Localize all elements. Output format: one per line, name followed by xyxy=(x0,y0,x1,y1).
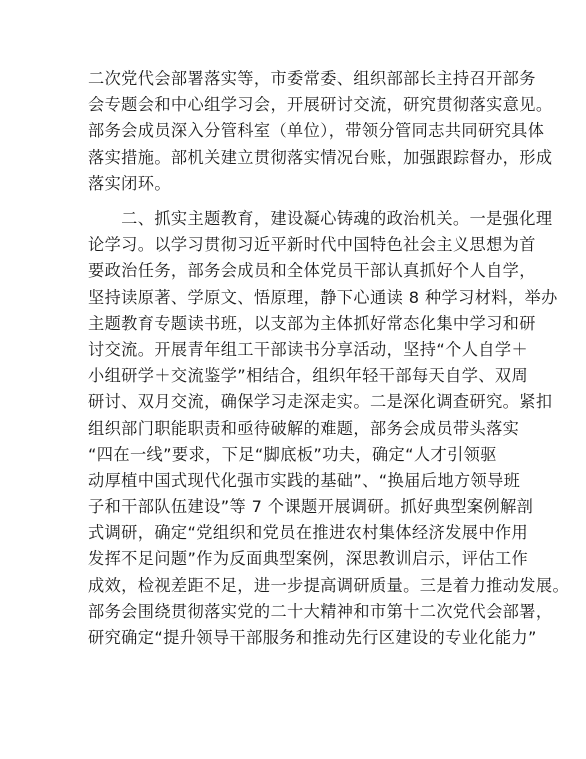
section-heading-line: 二、抓实主题教育，建设凝心铸魂的政治机关。一是强化理 xyxy=(88,209,553,228)
text-line: 会专题会和中心组学习会，开展研讨交流，研究贯彻落实意见。 xyxy=(88,95,553,115)
text-line: 研讨、双月交流，确保学习走深走实。二是深化调查研究。紧扣 xyxy=(88,392,553,412)
text-line: 式调研，确定“党组织和党员在推进农村集体经济发展中作用 xyxy=(88,523,529,543)
text-line: 部务会围绕贯彻落实党的二十大精神和市第十二次党代会部署， xyxy=(88,601,553,621)
text-line: 子和干部队伍建设”等 7 个课题开展调研。抓好典型案例解剖 xyxy=(88,497,534,517)
text-line: 二次党代会部署落实等，市委常委、组织部部长主持召开部务 xyxy=(88,69,536,88)
text-line: 小组研学＋交流鉴学”相结合，组织年轻干部每天自学、双周 xyxy=(88,366,529,386)
paragraph-2 xyxy=(88,206,570,651)
text-line: 组织部门职能职责和亟待破解的难题，部务会成员带头落实 xyxy=(88,418,520,438)
text-line: 发挥不足问题”作为反面典型案例，深思教训启示，评估工作 xyxy=(88,549,529,569)
text-line: 成效，检视差距不足，进一步提高调研质量。三是着力推动发展。 xyxy=(88,575,570,595)
text-line: 部务会成员深入分管科室（单位），带领分管同志共同研究具体 xyxy=(88,121,545,141)
text-line: 落实措施。部机关建立贯彻落实情况台账，加强跟踪督办，形成 xyxy=(88,147,553,167)
text-line: 讨交流。开展青年组工干部读书分享活动，坚持“个人自学＋ xyxy=(88,339,529,359)
paragraph-1 xyxy=(88,66,553,197)
text-line: 论学习。以学习贯彻习近平新时代中国特色社会主义思想为首 xyxy=(88,235,536,255)
text-line: 主题教育专题读书班，以支部为主体抓好常态化集中学习和研 xyxy=(88,313,536,333)
text-line: “四在一线”要求，下足“脚底板”功夫，确定“人才引领驱 xyxy=(88,444,497,464)
text-line: 研究确定“提升领导干部服务和推动先行区建设的专业化能力” xyxy=(88,628,537,647)
text-line: 动厚植中国式现代化强市实践的基础”、“换届后地方领导班 xyxy=(88,470,521,490)
text-line: 坚持读原著、学原文、悟原理，静下心通读 8 种学习材料，举办 xyxy=(88,287,558,307)
text-line: 要政治任务，部务会成员和全体党员干部认真抓好个人自学， xyxy=(88,261,536,281)
text-line: 落实闭环。 xyxy=(88,173,171,193)
